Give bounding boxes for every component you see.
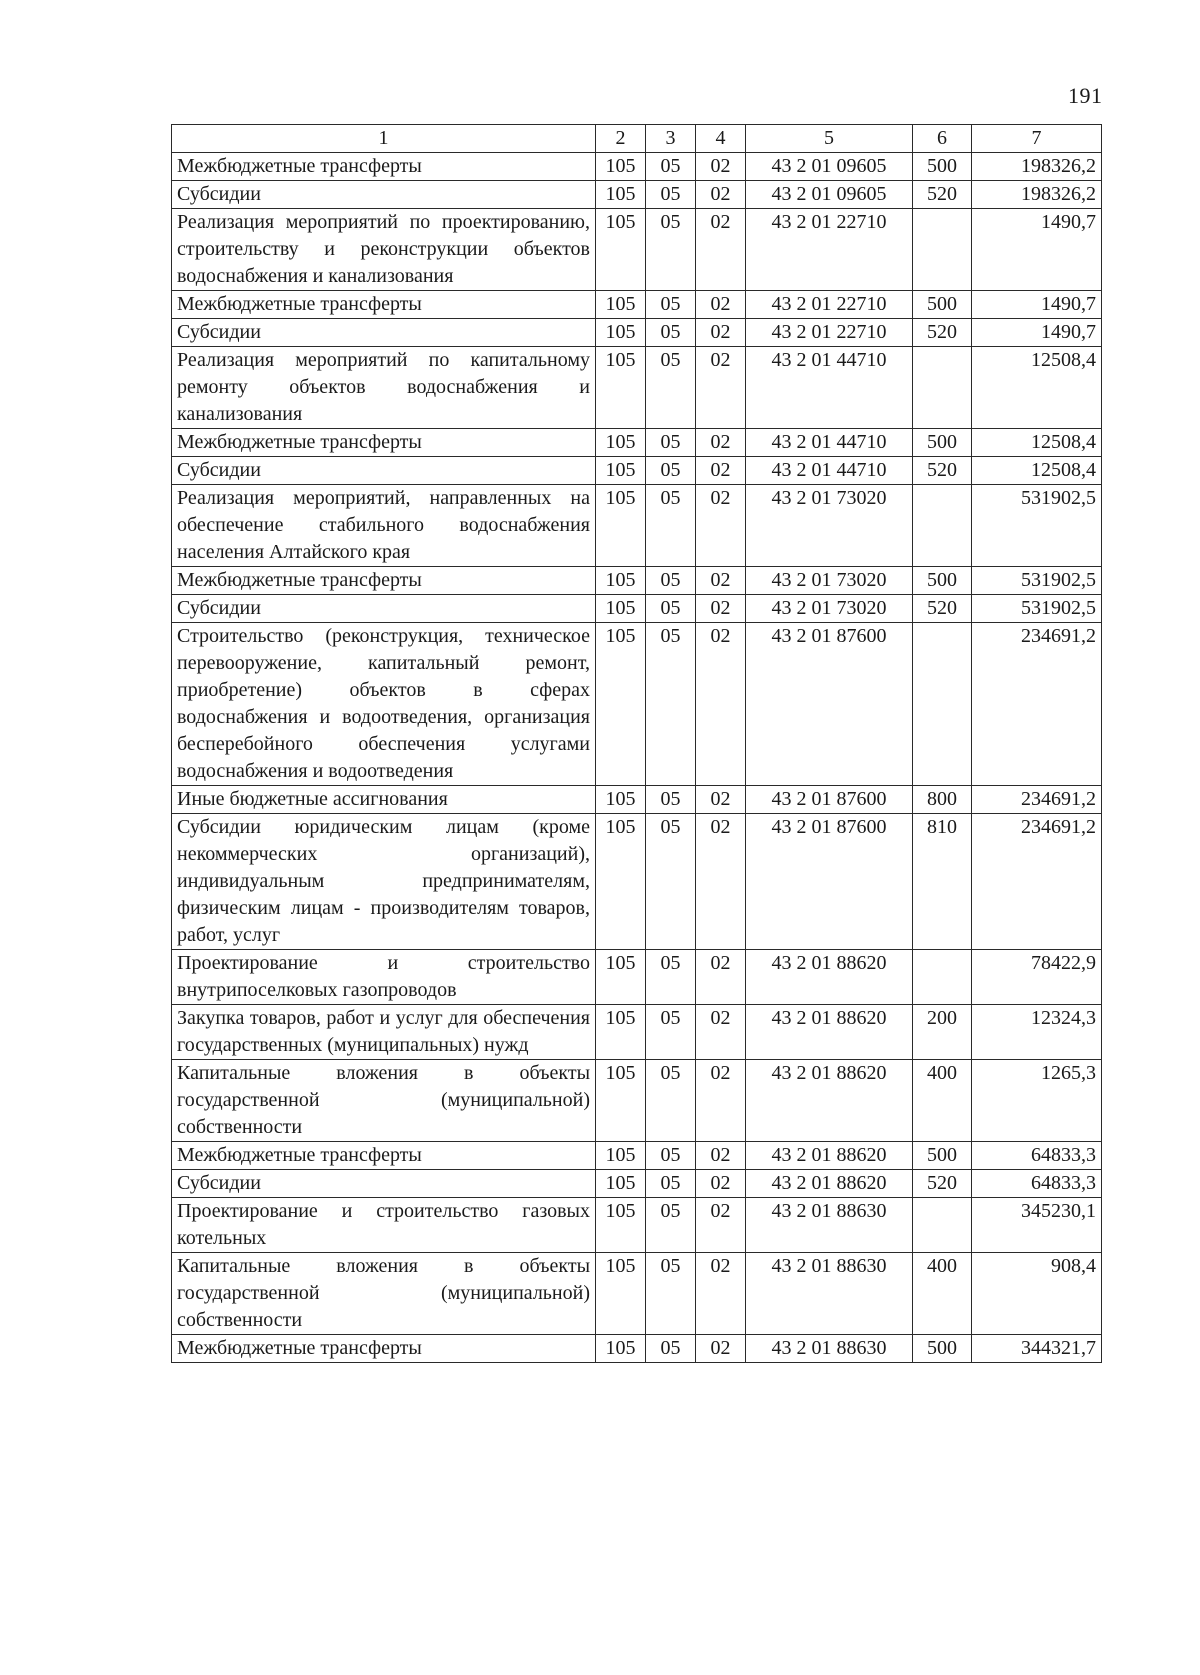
expense-type-cell: 800 (913, 786, 972, 814)
subsection-code-cell: 02 (696, 319, 746, 347)
target-article-cell: 43 2 01 44710 (746, 347, 913, 429)
expense-type-cell: 500 (913, 1335, 972, 1363)
ministry-code-cell: 105 (596, 623, 646, 786)
ministry-code-cell: 105 (596, 1170, 646, 1198)
expense-name-cell: Межбюджетные трансферты (172, 291, 596, 319)
column-header: 2 (596, 125, 646, 153)
amount-cell: 1490,7 (972, 319, 1102, 347)
amount-cell: 234691,2 (972, 814, 1102, 950)
section-code-cell: 05 (646, 595, 696, 623)
expense-type-cell: 520 (913, 457, 972, 485)
section-code-cell: 05 (646, 1005, 696, 1060)
subsection-code-cell: 02 (696, 291, 746, 319)
ministry-code-cell: 105 (596, 595, 646, 623)
expense-name-cell: Субсидии (172, 457, 596, 485)
column-header: 1 (172, 125, 596, 153)
expense-name-cell: Межбюджетные трансферты (172, 1142, 596, 1170)
expense-name-cell: Субсидии (172, 1170, 596, 1198)
column-header: 4 (696, 125, 746, 153)
expense-type-cell: 400 (913, 1253, 972, 1335)
table-row (172, 1060, 1102, 1142)
table-row (172, 567, 1102, 595)
ministry-code-cell: 105 (596, 429, 646, 457)
amount-cell: 12324,3 (972, 1005, 1102, 1060)
section-code-cell: 05 (646, 1198, 696, 1253)
section-code-cell: 05 (646, 429, 696, 457)
ministry-code-cell: 105 (596, 291, 646, 319)
budget-table (171, 124, 1102, 1363)
expense-type-cell (913, 347, 972, 429)
target-article-cell: 43 2 01 22710 (746, 291, 913, 319)
expense-type-cell: 500 (913, 567, 972, 595)
amount-cell: 64833,3 (972, 1142, 1102, 1170)
table-row (172, 181, 1102, 209)
expense-name-cell: Капитальные вложения в объекты государственной (муниципальной) собственности (172, 1060, 596, 1142)
subsection-code-cell: 02 (696, 209, 746, 291)
subsection-code-cell: 02 (696, 181, 746, 209)
expense-type-cell (913, 209, 972, 291)
ministry-code-cell: 105 (596, 814, 646, 950)
expense-type-cell: 520 (913, 1170, 972, 1198)
expense-type-cell: 500 (913, 291, 972, 319)
section-code-cell: 05 (646, 814, 696, 950)
table-row (172, 950, 1102, 1005)
amount-cell: 1490,7 (972, 209, 1102, 291)
expense-name-cell: Реализация мероприятий по капитальному ремонту объектов водоснабжения и канализования (172, 347, 596, 429)
ministry-code-cell: 105 (596, 485, 646, 567)
target-article-cell: 43 2 01 87600 (746, 623, 913, 786)
ministry-code-cell: 105 (596, 209, 646, 291)
column-header: 3 (646, 125, 696, 153)
table-row (172, 1005, 1102, 1060)
target-article-cell: 43 2 01 44710 (746, 457, 913, 485)
amount-cell: 12508,4 (972, 429, 1102, 457)
expense-name-cell: Субсидии (172, 595, 596, 623)
expense-name-cell: Межбюджетные трансферты (172, 429, 596, 457)
amount-cell: 531902,5 (972, 567, 1102, 595)
amount-cell: 531902,5 (972, 485, 1102, 567)
amount-cell: 345230,1 (972, 1198, 1102, 1253)
expense-name-cell: Строительство (реконструкция, техническое перевооружение, капитальный ремонт, приобретение) объектов в сферах водоснабжения и водоотведения, организация бесперебойного обеспечения услугами водоснабжения и водоотведения (172, 623, 596, 786)
subsection-code-cell: 02 (696, 485, 746, 567)
table-header-row (172, 125, 1102, 153)
expense-name-cell: Реализация мероприятий по проектированию, строительству и реконструкции объектов водоснабжения и канализования (172, 209, 596, 291)
target-article-cell: 43 2 01 88620 (746, 1005, 913, 1060)
table-row (172, 814, 1102, 950)
subsection-code-cell: 02 (696, 1198, 746, 1253)
table-row (172, 1253, 1102, 1335)
expense-name-cell: Межбюджетные трансферты (172, 1335, 596, 1363)
section-code-cell: 05 (646, 209, 696, 291)
expense-name-cell: Субсидии юридическим лицам (кроме некоммерческих организаций), индивидуальным предпринимателям, физическим лицам - производителям товаров, работ, услуг (172, 814, 596, 950)
section-code-cell: 05 (646, 1335, 696, 1363)
section-code-cell: 05 (646, 1060, 696, 1142)
table-row (172, 1170, 1102, 1198)
expense-name-cell: Закупка товаров, работ и услуг для обеспечения государственных (муниципальных) нужд (172, 1005, 596, 1060)
expense-type-cell: 200 (913, 1005, 972, 1060)
table-row (172, 623, 1102, 786)
table-row (172, 429, 1102, 457)
section-code-cell: 05 (646, 291, 696, 319)
subsection-code-cell: 02 (696, 786, 746, 814)
subsection-code-cell: 02 (696, 153, 746, 181)
ministry-code-cell: 105 (596, 319, 646, 347)
target-article-cell: 43 2 01 22710 (746, 209, 913, 291)
amount-cell: 908,4 (972, 1253, 1102, 1335)
expense-type-cell: 500 (913, 429, 972, 457)
section-code-cell: 05 (646, 153, 696, 181)
expense-type-cell (913, 623, 972, 786)
target-article-cell: 43 2 01 88630 (746, 1335, 913, 1363)
ministry-code-cell: 105 (596, 153, 646, 181)
expense-name-cell: Капитальные вложения в объекты государственной (муниципальной) собственности (172, 1253, 596, 1335)
target-article-cell: 43 2 01 88630 (746, 1198, 913, 1253)
section-code-cell: 05 (646, 623, 696, 786)
subsection-code-cell: 02 (696, 1253, 746, 1335)
expense-name-cell: Субсидии (172, 181, 596, 209)
table-row (172, 291, 1102, 319)
expense-name-cell: Межбюджетные трансферты (172, 567, 596, 595)
expense-type-cell: 400 (913, 1060, 972, 1142)
target-article-cell: 43 2 01 73020 (746, 567, 913, 595)
section-code-cell: 05 (646, 786, 696, 814)
amount-cell: 198326,2 (972, 181, 1102, 209)
budget-table-body (172, 125, 1102, 1363)
table-row (172, 1335, 1102, 1363)
amount-cell: 78422,9 (972, 950, 1102, 1005)
expense-name-cell: Реализация мероприятий, направленных на обеспечение стабильного водоснабжения населения Алтайского края (172, 485, 596, 567)
ministry-code-cell: 105 (596, 181, 646, 209)
column-header: 5 (746, 125, 913, 153)
amount-cell: 1265,3 (972, 1060, 1102, 1142)
ministry-code-cell: 105 (596, 950, 646, 1005)
target-article-cell: 43 2 01 73020 (746, 595, 913, 623)
amount-cell: 12508,4 (972, 457, 1102, 485)
subsection-code-cell: 02 (696, 595, 746, 623)
target-article-cell: 43 2 01 73020 (746, 485, 913, 567)
target-article-cell: 43 2 01 87600 (746, 814, 913, 950)
target-article-cell: 43 2 01 88620 (746, 1060, 913, 1142)
target-article-cell: 43 2 01 09605 (746, 153, 913, 181)
ministry-code-cell: 105 (596, 1005, 646, 1060)
target-article-cell: 43 2 01 88620 (746, 950, 913, 1005)
expense-type-cell: 810 (913, 814, 972, 950)
section-code-cell: 05 (646, 1142, 696, 1170)
expense-name-cell: Проектирование и строительство внутрипоселковых газопроводов (172, 950, 596, 1005)
subsection-code-cell: 02 (696, 567, 746, 595)
section-code-cell: 05 (646, 485, 696, 567)
amount-cell: 198326,2 (972, 153, 1102, 181)
subsection-code-cell: 02 (696, 623, 746, 786)
expense-name-cell: Субсидии (172, 319, 596, 347)
table-row (172, 595, 1102, 623)
ministry-code-cell: 105 (596, 457, 646, 485)
ministry-code-cell: 105 (596, 1142, 646, 1170)
target-article-cell: 43 2 01 44710 (746, 429, 913, 457)
target-article-cell: 43 2 01 87600 (746, 786, 913, 814)
ministry-code-cell: 105 (596, 567, 646, 595)
target-article-cell: 43 2 01 09605 (746, 181, 913, 209)
ministry-code-cell: 105 (596, 1253, 646, 1335)
section-code-cell: 05 (646, 319, 696, 347)
target-article-cell: 43 2 01 88630 (746, 1253, 913, 1335)
target-article-cell: 43 2 01 88620 (746, 1142, 913, 1170)
table-row (172, 347, 1102, 429)
subsection-code-cell: 02 (696, 1170, 746, 1198)
target-article-cell: 43 2 01 88620 (746, 1170, 913, 1198)
page-number: 191 (1068, 83, 1103, 108)
subsection-code-cell: 02 (696, 950, 746, 1005)
table-row (172, 1198, 1102, 1253)
subsection-code-cell: 02 (696, 1142, 746, 1170)
target-article-cell: 43 2 01 22710 (746, 319, 913, 347)
section-code-cell: 05 (646, 457, 696, 485)
expense-type-cell: 520 (913, 595, 972, 623)
expense-type-cell: 520 (913, 319, 972, 347)
section-code-cell: 05 (646, 347, 696, 429)
subsection-code-cell: 02 (696, 1005, 746, 1060)
column-header: 6 (913, 125, 972, 153)
table-row (172, 485, 1102, 567)
expense-type-cell (913, 950, 972, 1005)
section-code-cell: 05 (646, 1170, 696, 1198)
table-row (172, 1142, 1102, 1170)
section-code-cell: 05 (646, 181, 696, 209)
ministry-code-cell: 105 (596, 1198, 646, 1253)
column-header: 7 (972, 125, 1102, 153)
section-code-cell: 05 (646, 1253, 696, 1335)
expense-name-cell: Проектирование и строительство газовых котельных (172, 1198, 596, 1253)
ministry-code-cell: 105 (596, 786, 646, 814)
subsection-code-cell: 02 (696, 814, 746, 950)
subsection-code-cell: 02 (696, 347, 746, 429)
amount-cell: 531902,5 (972, 595, 1102, 623)
amount-cell: 234691,2 (972, 786, 1102, 814)
table-row (172, 153, 1102, 181)
expense-type-cell (913, 1198, 972, 1253)
subsection-code-cell: 02 (696, 457, 746, 485)
expense-name-cell: Межбюджетные трансферты (172, 153, 596, 181)
amount-cell: 12508,4 (972, 347, 1102, 429)
expense-type-cell: 500 (913, 153, 972, 181)
table-row (172, 786, 1102, 814)
subsection-code-cell: 02 (696, 1060, 746, 1142)
ministry-code-cell: 105 (596, 347, 646, 429)
subsection-code-cell: 02 (696, 1335, 746, 1363)
subsection-code-cell: 02 (696, 429, 746, 457)
expense-type-cell: 520 (913, 181, 972, 209)
expense-name-cell: Иные бюджетные ассигнования (172, 786, 596, 814)
ministry-code-cell: 105 (596, 1335, 646, 1363)
amount-cell: 1490,7 (972, 291, 1102, 319)
amount-cell: 64833,3 (972, 1170, 1102, 1198)
section-code-cell: 05 (646, 950, 696, 1005)
table-row (172, 209, 1102, 291)
ministry-code-cell: 105 (596, 1060, 646, 1142)
amount-cell: 344321,7 (972, 1335, 1102, 1363)
expense-type-cell: 500 (913, 1142, 972, 1170)
section-code-cell: 05 (646, 567, 696, 595)
table-row (172, 319, 1102, 347)
expense-type-cell (913, 485, 972, 567)
amount-cell: 234691,2 (972, 623, 1102, 786)
table-row (172, 457, 1102, 485)
